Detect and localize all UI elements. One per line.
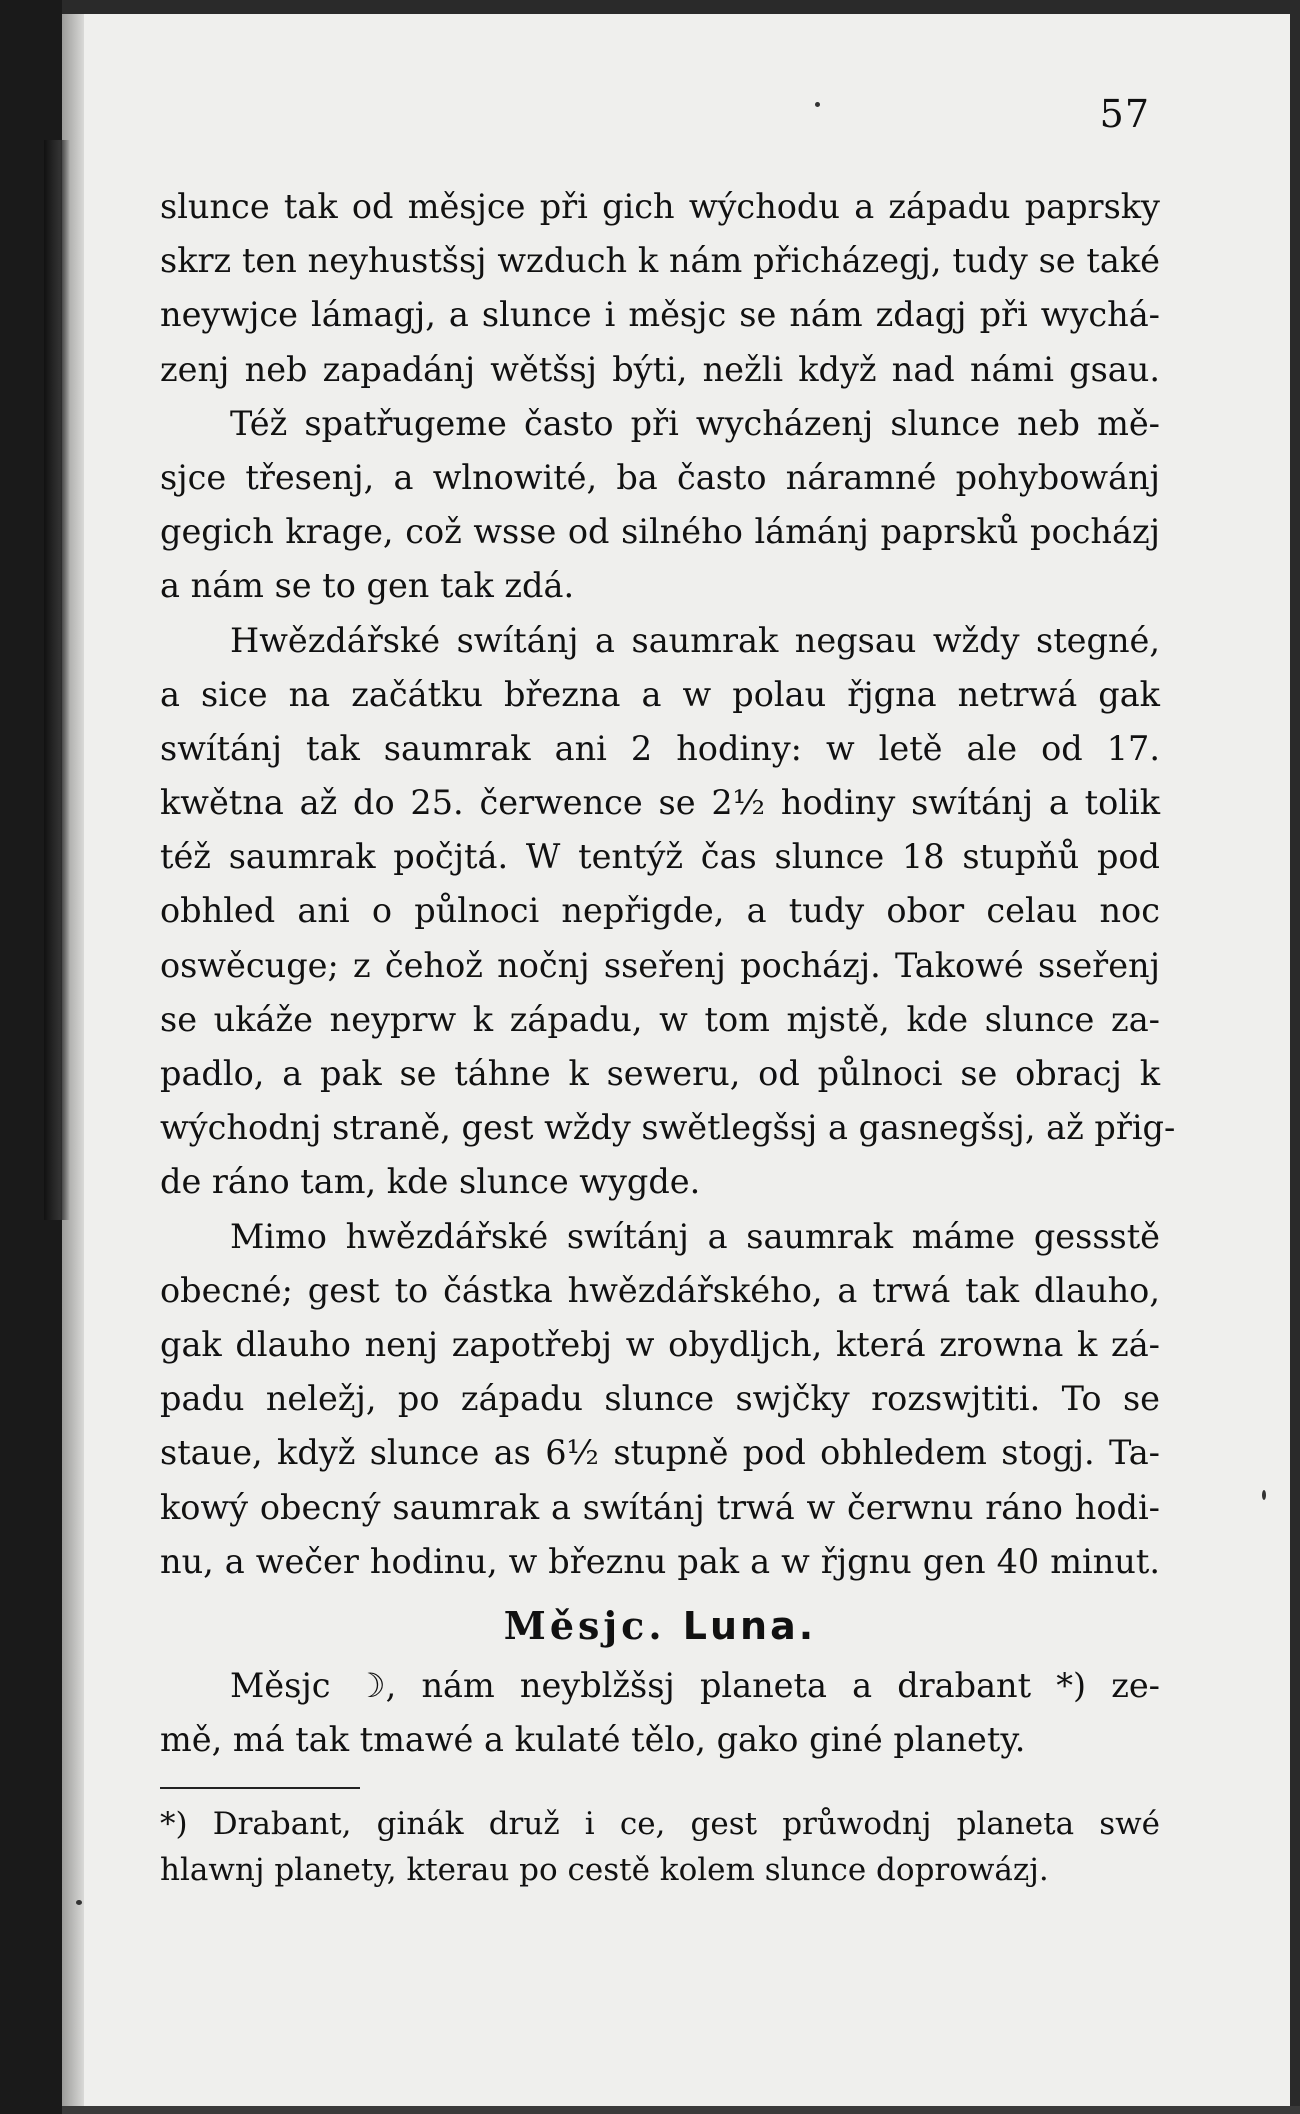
text-line: obhled ani o půlnoci nepřigde, a tudy obor celau noc [160,891,1160,931]
text-line: skrz ten neyhustšsj wzduch k nám přicházegj, tudy se také [160,241,1160,281]
text-line: oswěcuge; z čehož nočnj sseřenj pocházj. Takowé sseřenj [160,945,1160,985]
page-number: 57 [1099,92,1150,136]
text-line: Mimo hwězdářské swítánj a saumrak máme gessstě [230,1216,1160,1256]
text-line: též saumrak počjtá. W tentýž čas slunce 18 stupňů pod [160,837,1160,877]
text-line: a nám se to gen tak zdá. [160,566,575,606]
text-line: sjce třesenj, a wlnowité, ba často náramné pohybowánj [160,457,1160,497]
top-edge [62,0,1300,14]
paragraph-5 [160,1659,1160,1767]
text-line: Též spatřugeme často při wycházenj slunce neb mě- [230,403,1160,443]
text-line: neywjce lámagj, a slunce i měsjc se nám zdagj při wychá- [160,295,1160,335]
heading-czech: Měsjc. [503,1602,666,1648]
dust-speck [1262,1490,1266,1500]
text-line: gak dlauho nenj zapotřebj w obydljch, která zrowna k zá- [160,1324,1160,1364]
paragraph-2 [160,397,1160,614]
paragraph-4 [160,1210,1160,1589]
body-text [160,180,1176,1893]
text-line: slunce tak od měsjce při gich wýchodu a západu paprsky [160,187,1160,226]
text-line: mě, má tak tmawé a kulaté tělo, gako giné planety. [160,1720,1026,1760]
bottom-edge [62,2106,1300,2114]
text-line: padlo, a pak se táhne k seweru, od půlnoci se obracj k [160,1054,1160,1093]
text-line: staue, když slunce as 6½ stupně pod obhledem stogj. Ta- [160,1433,1160,1473]
text-line: a sice na začátku března a w polau řjgna netrwá gak [160,674,1160,714]
dust-speck [76,1900,82,1905]
footnote-line: *) Drabant, ginák druž i ce, gest průwodnj planeta swé [160,1806,1160,1843]
text-line: kwětna až do 25. čerwence se 2½ hodiny swítánj a tolik [160,783,1160,823]
text-line: se ukáže neyprw k západu, w tom mjstě, kde slunce za- [160,999,1160,1039]
text-line: padu neležj, po západu slunce swjčky rozswjtiti. To se [160,1379,1160,1419]
text-line: Měsjc ☽, nám neyblžšsj planeta a drabant *) ze- [230,1665,1160,1705]
text-line: nu, a wečer hodinu, w březnu pak a w řjgnu gen 40 minut. [160,1541,1160,1581]
paragraph-1 [160,180,1160,397]
footnote [160,1801,1160,1893]
text-line: swítánj tak saumrak ani 2 hodiny: w letě ale od 17. [160,728,1160,768]
text-line: de ráno tam, kde slunce wygde. [160,1162,701,1202]
heading-latin: Luna. [682,1603,817,1648]
right-edge [1290,0,1300,2114]
text-line: Hwězdářské swítánj a saumrak negsau wždy stegné, [230,620,1160,660]
dust-speck [815,102,820,107]
text-line: wýchodnj straně, gest wždy swětlegšsj a gasnegšsj, až přig- [160,1108,1176,1148]
binding-shadow [44,140,70,1220]
text-line: gegich krage, což wsse od silného lámánj paprsků pocházj [160,512,1160,552]
text-line: obecné; gest to částka hwězdářského, a trwá tak dlauho, [160,1270,1160,1310]
text-line: kowý obecný saumrak a swítánj trwá w čerwnu ráno hodi- [160,1487,1160,1527]
section-heading [160,1593,1160,1659]
footnote-rule [160,1787,360,1789]
paragraph-3 [160,614,1176,1210]
footnote-line: hlawnj planety, kterau po cestě kolem slunce doprowázj. [160,1852,1049,1889]
text-line: zenj neb zapadánj wětšsj býti, nežli když nad námi gsau. [160,349,1160,389]
